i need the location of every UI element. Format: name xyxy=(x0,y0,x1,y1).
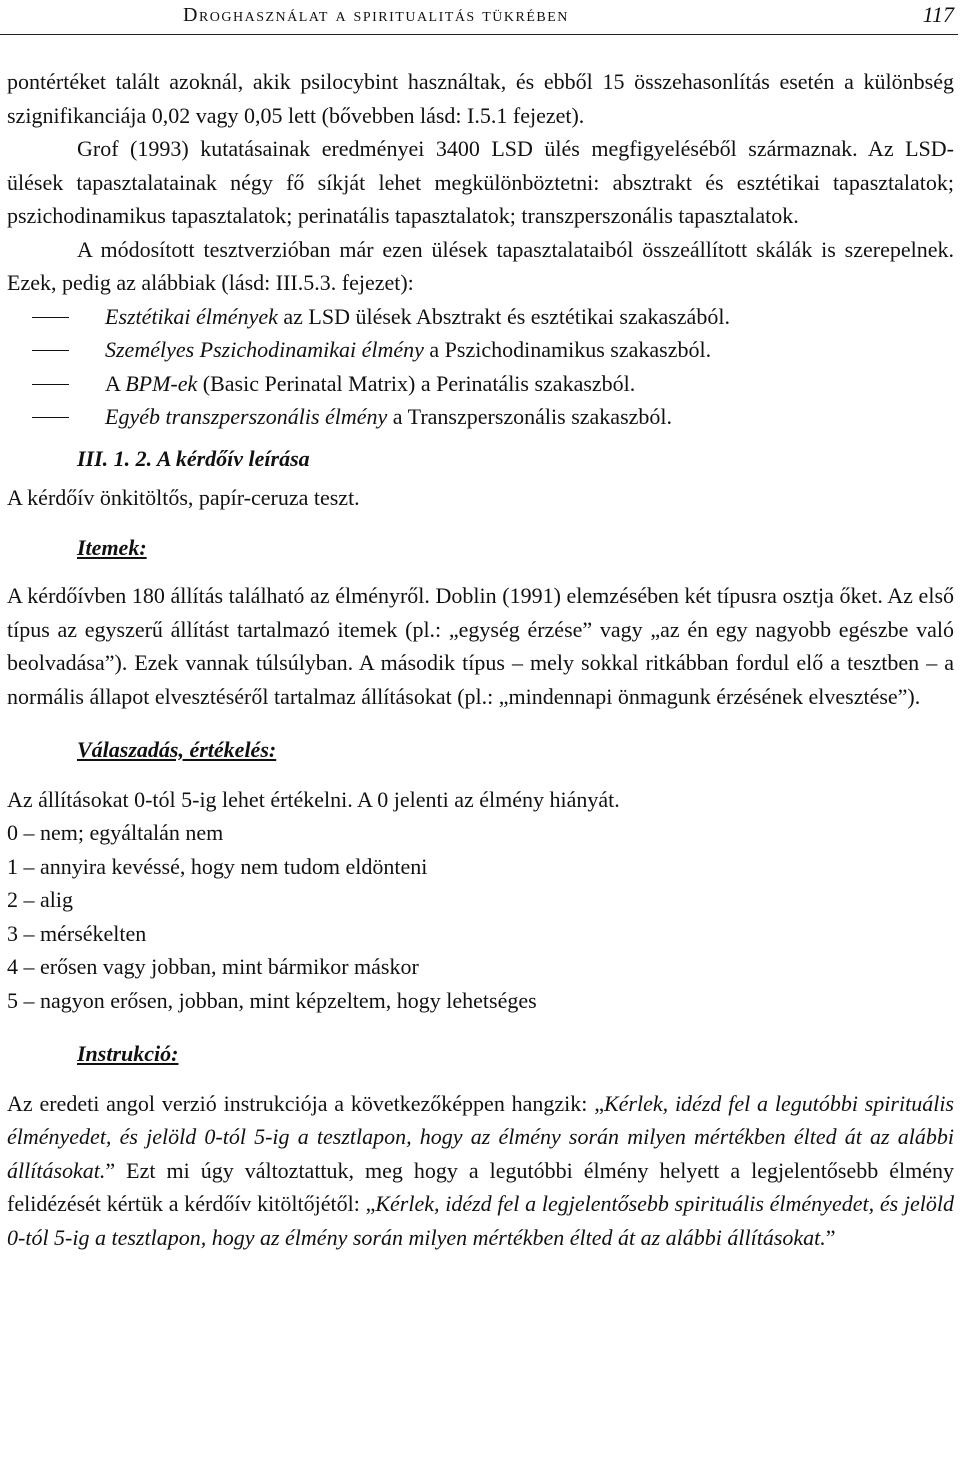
instruction-quote-modified: Kérlek, idézd fel a legjelentősebb spirituális élményedet, és jelöld 0-tól 5-ig a tesztlapon, hogy az élmény során milyen mértékben élted át az alábbi állításokat. xyxy=(7,1191,954,1250)
scale-name: Személyes Pszichodinamikai élmény xyxy=(105,337,424,362)
section-heading xyxy=(7,442,954,476)
scale-name: Esztétikai élmények xyxy=(105,303,278,329)
instruction-heading: Instrukció: xyxy=(77,1041,179,1066)
scale-item: 0 – nem; egyáltalán nem xyxy=(7,820,224,845)
list-item: Egyéb transzperszonális élmény a Transzperszonális szakaszból. xyxy=(7,400,954,434)
paragraph-grof: Grof (1993) kutatásainak eredményei 3400 LSD ülés megfigyeléséből származnak. Az LSD- ülések tapasztalatainak négy fő síkját lehet megkülönböztetni: absztrakt és esztétikai tapasztalatok; pszichodinamikus tapasztalatok; perinatális tapasztalatok; transzperszonális tapasztalatok. xyxy=(7,136,954,228)
rating-heading: Válaszadás, értékelés: xyxy=(77,737,277,762)
instruction-paragraph: Az eredeti angol verzió instrukciója a következőképpen hangzik: „Kérlek, idézd fel a legutóbbi spirituális élményedet, és jelöld 0-tól 5-ig a tesztlapon, hogy az élmény során milyen mértékben élted át az alábbi állításokat.” Ezt mi úgy változtattuk, meg hogy a legutóbbi élmény helyett a legjelentősebb élmény felidézését kértük a kérdőív kitöltőjétől: „Kérlek, idézd fel a legjelentősebb spirituális élményedet, és jelöld 0-tól 5-ig a tesztlapon, hogy az élmény során milyen mértékben élted át az alábbi állításokat.” xyxy=(7,1090,954,1250)
paragraph-modified-version: A módosított tesztverzióban már ezen ülések tapasztalataiból összeállított skálák is szerepelnek. Ezek, pedig az alábbiak (lásd: III.5.3. fejezet): xyxy=(7,236,954,295)
scale-item: 1 – annyira kevéssé, hogy nem tudom eldönteni xyxy=(7,853,428,879)
scale-name: BPM-ek xyxy=(125,370,198,396)
section-number: III. 1. 2. xyxy=(77,445,153,471)
items-heading: Itemek: xyxy=(77,534,147,560)
page-number: 117 xyxy=(922,2,954,27)
scale-item: 4 – erősen vagy jobban, mint bármikor máskor xyxy=(7,954,419,979)
scale-item: 3 – mérsékelten xyxy=(7,920,147,946)
rating-paragraph: Az állításokat 0-tól 5-ig lehet értékelni. A 0 jelenti az élmény hiányát. xyxy=(7,786,620,812)
section-intro: A kérdőív önkitöltős, papír-ceruza teszt. xyxy=(7,485,360,510)
list-item: Esztétikai élmények az LSD ülések Absztrakt és esztétikai szakaszából. xyxy=(7,300,954,334)
running-header xyxy=(0,0,958,35)
scale-item: 2 – alig xyxy=(7,887,73,912)
list-item: Személyes Pszichodinamikai élmény a Pszichodinamikus szakaszból. xyxy=(7,333,954,367)
scales-list xyxy=(7,300,954,434)
scale-item: 5 – nagyon erősen, jobban, mint képzeltem, hogy lehetséges xyxy=(7,987,537,1013)
instruction-quote-original: Kérlek, idézd fel a legutóbbi spirituális élményedet, és jelöld 0-tól 5-ig a tesztlapon, hogy az élmény során milyen mértékben élted át az alábbi állításokat. xyxy=(7,1090,954,1183)
rating-scale xyxy=(7,816,954,1017)
paragraph-psilocybin: pontértéket talált azoknál, akik psilocybint használtak, és ebből 15 összehasonlítás esetén a különbség szignifikanciája 0,02 vagy 0,05 lett (bővebben lásd: I.5.1 fejezet). xyxy=(7,69,954,128)
page-content xyxy=(7,65,954,1254)
scale-name: Egyéb transzperszonális élmény xyxy=(105,404,388,429)
list-item: A BPM-ek (Basic Perinatal Matrix) a Perinatális szakaszból. xyxy=(7,367,954,401)
items-paragraph: A kérdőívben 180 állítás található az élményről. Doblin (1991) elemzésében két típusra osztja őket. Az első típus az egyszerű állítást tartalmazó itemek (pl.: „egység érzése” vagy „az én egy nagyobb egészbe való beolvadása”). Ezek vannak túlsúlyban. A második típus – mely sokkal ritkábban fordul elő a tesztben – a normális állapot elvesztéséről tartalmaz állításokat (pl.: „mindennapi önmagunk érzésének elvesztése”). xyxy=(7,583,954,709)
running-header-title: Droghasználat a spiritualitás tükrében xyxy=(183,4,569,26)
section-title: A kérdőív leírása xyxy=(156,445,310,471)
